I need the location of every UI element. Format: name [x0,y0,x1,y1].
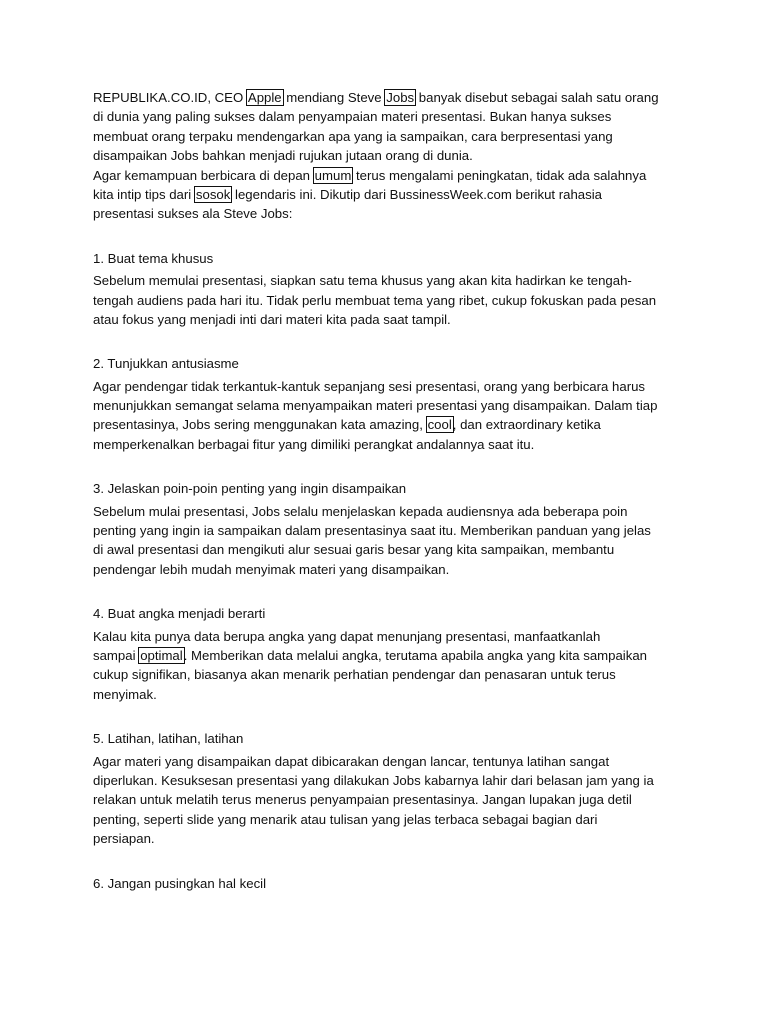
text-span: REPUBLIKA.CO.ID, CEO [93,90,247,105]
text-span: mendiang Steve [282,90,386,105]
link-sosok[interactable]: sosok [195,186,231,202]
text-span: presentasinya, Jobs sering menggunakan kata amazing, [93,417,427,433]
text-line: menunjukkan semangat selama menyampaikan materi presentasi yang disampaikan. Dalam tiap [93,398,658,414]
link-optimal[interactable]: optimal [140,647,183,663]
text-line: Agar materi yang disampaikan dapat dibicarakan dengan lancar, tentunya latihan sangat [93,753,610,769]
document-page [93,88,683,896]
link-umum[interactable]: umum [314,167,352,183]
section-2 [93,354,683,454]
text-line [93,185,683,204]
link-jobs[interactable]: Jobs [386,90,415,105]
text-span: sampai [93,647,140,663]
text-span: legendaris ini. Dikutip dari BussinessWeek.com berikut rahasia [231,186,602,202]
text-line: disampaikan Jobs bahkan menjadi rujukan jutaan orang di dunia. [93,148,473,164]
text-line: presentasi sukses ala Steve Jobs: [93,206,293,222]
text-line: atau fokus yang menjadi inti dari materi kita pada saat tampil. [93,311,451,327]
text-line: diperlukan. Kesuksesan presentasi yang dilakukan Jobs kabarnya lahir dari belasan jam yang ia [93,772,654,788]
text-span: . Memberikan data melalui angka, terutama apabila angka yang kita sampaikan [183,647,647,663]
text-line: penting yang ingin ia sampaikan dalam presentasinya saat itu. Memberikan panduan yang jelas [93,523,651,539]
section-heading: 3. Jelaskan poin-poin penting yang ingin disampaikan [93,481,407,497]
text-line [93,646,683,665]
section-heading: 4. Buat angka menjadi berarti [93,606,266,622]
text-line [93,166,683,185]
text-line: membuat orang terpaku mendengarkan apa yang ia sampaikan, cara berpresentasi yang [93,128,613,144]
text-line: di awal presentasi dan mengikuti alur sesuai garis besar yang kita sampaikan, membantu [93,542,615,558]
text-span: banyak disebut sebagai salah satu orang [415,90,659,105]
text-line: Sebelum mulai presentasi, Jobs selalu menjelaskan kepada audiensnya ada beberapa poin [93,503,628,519]
section-heading: 1. Buat tema khusus [93,250,214,266]
text-span: , dan extraordinary ketika [452,417,601,433]
text-line: persiapan. [93,831,155,847]
section-3 [93,479,683,579]
link-apple[interactable]: Apple [247,90,282,105]
text-line: memperkenalkan berbagai fitur yang dimiliki perangkat andalannya saat itu. [93,436,535,452]
text-span: terus mengalami peningkatan, tidak ada salahnya [352,167,647,183]
text-line: menyimak. [93,686,157,702]
section-6 [93,874,683,893]
text-span: kita intip tips dari [93,186,195,202]
section-1 [93,249,683,330]
text-line: tengah audiens pada hari itu. Tidak perlu membuat tema yang ribet, cukup fokuskan pada pesan [93,292,657,308]
text-line: Kalau kita punya data berupa angka yang dapat menunjang presentasi, manfaatkanlah [93,628,601,644]
text-line: penting, seperti slide yang menarik atau tulisan yang jelas terbaca sebagai bagian dari [93,811,598,827]
section-heading: 2. Tunjukkan antusiasme [93,356,239,372]
text-line: di dunia yang paling sukses dalam penyampaian materi presentasi. Bukan hanya sukses [93,109,612,125]
intro-paragraph-2 [93,166,683,224]
text-line [93,415,683,434]
text-line: relakan untuk melatih terus menerus penyampaian presentasinya. Jangan lupakan juga detil [93,792,632,808]
text-span: Agar kemampuan berbicara di depan [93,167,314,183]
text-line: Agar pendengar tidak terkantuk-kantuk sepanjang sesi presentasi, orang yang berbicara harus [93,378,646,394]
section-heading: 6. Jangan pusingkan hal kecil [93,875,267,891]
text-line: Sebelum memulai presentasi, siapkan satu tema khusus yang akan kita hadirkan ke tengah- [93,273,632,289]
text-line [93,88,683,107]
section-5 [93,729,683,848]
text-line: pendengar lebih mudah menyimak materi yang disampaikan. [93,561,450,577]
link-cool[interactable]: cool [427,417,452,433]
text-line: cukup signifikan, biasanya akan menarik perhatian pendengar dan penasaran untuk terus [93,667,616,683]
intro-paragraph-1 [93,88,683,166]
section-4 [93,604,683,704]
section-heading: 5. Latihan, latihan, latihan [93,731,244,747]
